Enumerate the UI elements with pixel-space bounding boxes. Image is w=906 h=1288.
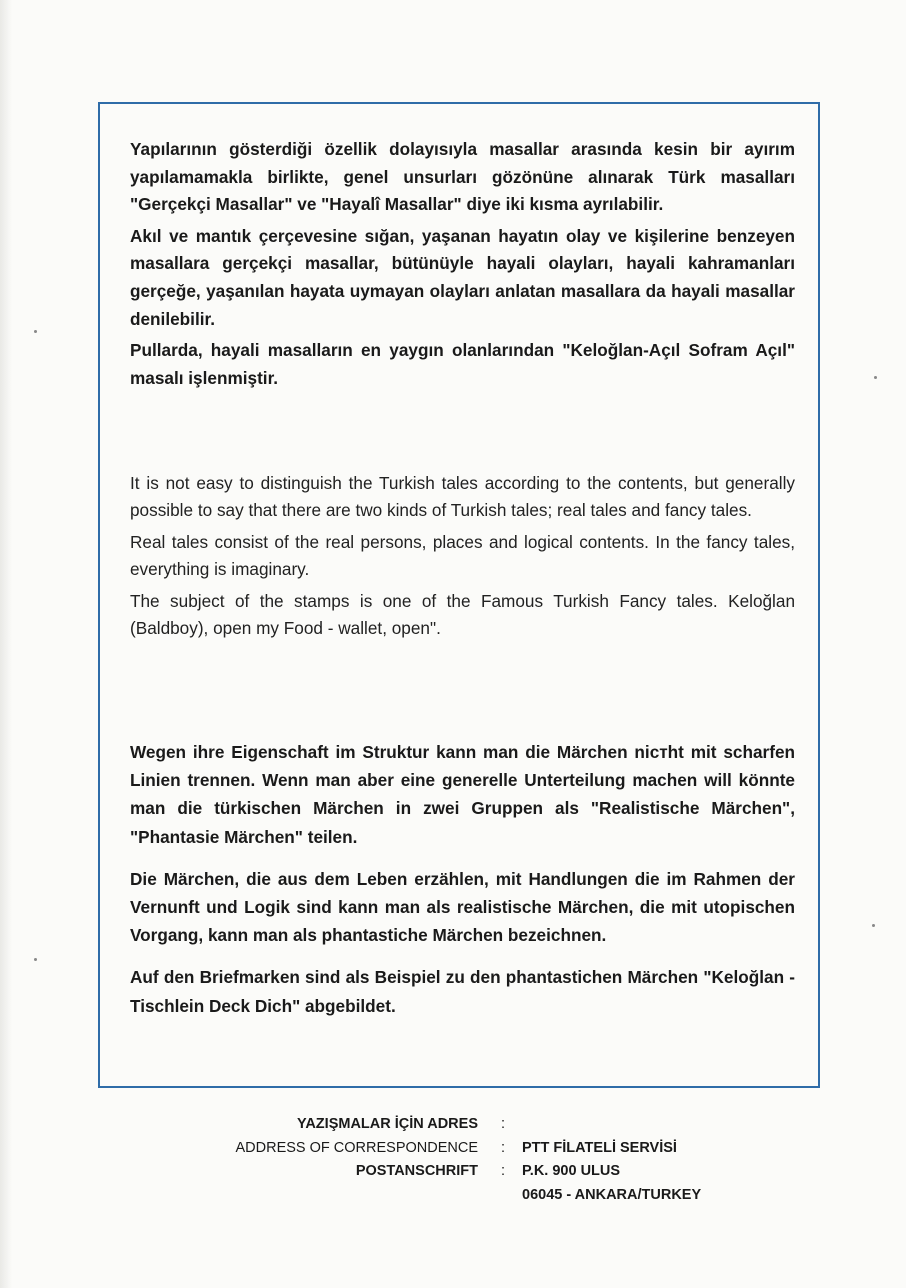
turkish-text-block: [130, 136, 795, 392]
address-row-de: [0, 1160, 906, 1184]
english-paragraph-1: It is not easy to distinguish the Turkish tales according to the contents, but generally possible to say that there are two kinds of Turkish tales; real tales and fancy tales.: [130, 473, 795, 520]
correspondence-address: [0, 1113, 906, 1207]
address-colon: :: [501, 1139, 506, 1156]
address-row-tr: [0, 1113, 906, 1137]
address-line-2: P.K. 900 ULUS: [522, 1163, 621, 1179]
german-text-block: [130, 738, 795, 1020]
english-paragraph-3: The subject of the stamps is one of the Famous Turkish Fancy tales. Keloğlan (Baldboy), open my Food - wallet, open".: [130, 591, 795, 638]
address-label-turkish: YAZIŞMALAR İÇİN ADRES: [297, 1116, 478, 1132]
address-row-city: [0, 1184, 906, 1208]
turkish-paragraph-1: Yapılarının gösterdiği özellik dolayısıyla masallar arasında kesin bir ayırım yapılamamakla birlikte, genel unsurları gözönüne alınarak Türk masalları "Gerçekçi Masallar" ve "Hayalî Masallar" diye iki kısma ayrılabilir.: [130, 139, 795, 215]
address-label-german: POSTANSCHRIFT: [355, 1163, 478, 1179]
address-colon: :: [501, 1116, 506, 1132]
address-colon: :: [501, 1163, 506, 1179]
turkish-paragraph-2: Akıl ve mantık çerçevesine sığan, yaşanan hayatın olay ve kişilerine benzeyen masallara gerçekçi masallar, bütünüyle hayali olayları, hayali kahramanları gerçeğe, yaşanılan hayata uymayan olayları anlatan masallara da hayali masallar denilebilir.: [130, 225, 795, 329]
address-line-3: 06045 - ANKARA/TURKEY: [522, 1186, 702, 1203]
turkish-paragraph-3: Pullarda, hayali masalların en yaygın olanlarından "Keloğlan-Açıl Sofram Açıl" masalı işlenmiştir.: [130, 340, 795, 388]
german-paragraph-1: Wegen ihre Eigenschaft im Struktur kann man die Märchen nicтht mit scharfen Linien trennen. Wenn man aber eine generelle Unterteilung machen will könnte man die türkischen Märchen in zwei Gruppen als "Realistische Märchen", "Phantasie Märchen" teilen.: [130, 742, 795, 847]
english-paragraph-2: Real tales consist of the real persons, places and logical contents. In the fancy tales, everything is imaginary.: [130, 532, 795, 579]
german-paragraph-2: Die Märchen, die aus dem Leben erzählen, mit Handlungen die im Rahmen der Vernunft und Logik sind kann man als realistische Märchen, die mit utopischen Vorgang, kann man als phantastiche Märchen bezeichnen.: [130, 868, 795, 946]
english-text-block: [130, 470, 795, 641]
german-paragraph-3: Auf den Briefmarken sind als Beispiel zu den phantastichen Märchen "Keloğlan - Tischlein Deck Dich" abgebildet.: [130, 967, 795, 1016]
address-row-en: [0, 1137, 906, 1161]
paper-speck: [874, 376, 877, 379]
paper-speck: [34, 958, 37, 961]
paper-speck: [34, 330, 37, 333]
address-label-english: ADDRESS OF CORRESPONDENCE: [235, 1139, 478, 1156]
address-line-1: PTT FİLATELİ SERVİSİ: [522, 1139, 677, 1156]
paper-speck: [872, 924, 875, 927]
page-edge: [0, 0, 12, 1288]
